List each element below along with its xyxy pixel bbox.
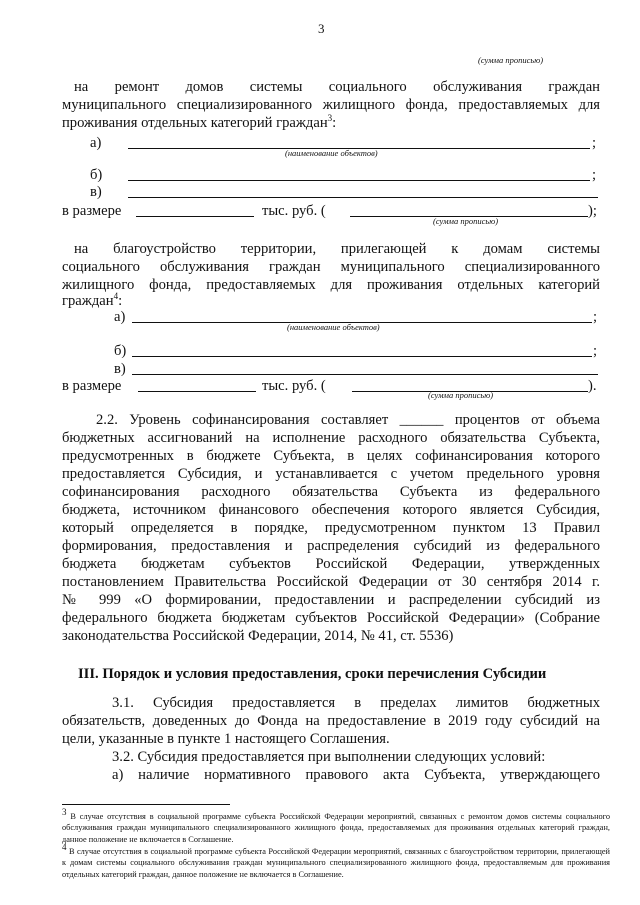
para22-line11: № 999 «О формировании, предоставлении и распределении субсидий из [62,592,600,608]
block1-b-line[interactable] [128,180,590,181]
block2-v-line[interactable] [132,374,598,375]
footnote-4-mark: 4 [62,842,67,853]
para31-line2: обязательств, доведенных до Фонда на предоставление в 2019 году субсидий на [62,713,600,729]
para22-line6: бюджета, источником финансового обеспечения которого является Субсидия, [62,502,600,518]
block2-line4: граждан$^4$: [62,291,123,309]
para22-line13: законодательства Российской Федерации, 2014, № 41, ст. 5536) [62,628,454,644]
block2-line1: на благоустройство территории, прилегающей к домам системы [74,241,600,257]
footnote-separator [62,804,230,805]
block2-b-end: ; [593,343,598,359]
block1-v-line[interactable] [128,197,598,198]
block1-b-end: ; [592,167,597,183]
sum-caption-top: (сумма прописью) [478,55,544,65]
page-number: 3 [318,21,325,36]
block2-objects-caption: (наименование объектов) [287,322,380,332]
para22-line8: формирования, предоставления и распределения субсидий из федерального [62,538,600,554]
block1-rub-label: тыс. руб. ( [262,203,326,219]
block1-line3: проживания отдельных категорий граждан$^3$: [62,113,337,131]
footnote-3 [62,807,610,845]
para22-line9: бюджета бюджетам субъектов Российской Федерации, утвержденных [62,556,600,572]
para22-line7: который определяется в порядке, предусмотренном пунктом 13 Правил [62,520,600,536]
block1-a-label: а) [90,135,102,151]
block1-amount-label: в размере [62,203,122,219]
para32: 3.2. Субсидия предоставляется при выполнении следующих условий: [112,749,546,765]
para22-line1: 2.2. Уровень софинансирования составляет ______ процентов от объема [96,412,600,428]
block2-a-label: а) [114,309,126,325]
block2-line3: жилищного фонда, предоставляемых для проживания отдельных категорий [62,277,600,293]
block2-v-label: в) [114,361,126,377]
block1-a-end: ; [592,135,597,151]
para31-line3: цели, указанные в пункте 1 настоящего Соглашения. [62,731,390,747]
block2-b-label: б) [114,343,127,359]
block2-amount-end: ). [588,378,597,394]
block2-sum-caption: (сумма прописью) [428,390,494,400]
para22-line10: постановлением Правительства Российской Федерации от 30 сентября 2014 г. [62,574,600,590]
footnote-3-text: В случае отсутствия в социальной программе субъекта Российской Федерации мероприятий, связанных с ремонтом домов системы социального обслуживания граждан муниципального специализированного жилищного фонда, предоставляемых для проживания отдельных категорий граждан, данное положение не включается в Соглашение. [62,812,610,844]
block1-line2: муниципального специализированного жилищного фонда, предоставляемых для [62,97,600,113]
block2-rub-label: тыс. руб. ( [262,378,326,394]
block2-amount-label: в размере [62,378,122,394]
block1-amount-end: ); [588,203,597,219]
section3-heading: III. Порядок и условия предоставления, сроки перечисления Субсидии [78,666,547,682]
block1-b-label: б) [90,167,103,183]
para22-line12: федерального бюджета бюджетам субъектов Российской Федерации» (Собрание [62,610,600,626]
para22-line5: софинансирования расходного обязательства Субъекта из федерального [62,484,600,500]
block1-v-label: в) [90,184,102,200]
footnote-4-text: В случае отсутствия в социальной программе субъекта Российской Федерации мероприятий, связанных с благоустройством территории, прилегающей к домам системы социального обслуживания граждан муниципального специализированного жилищного фонда, предоставляемым для проживания отдельных категорий граждан, данное положение не включается в Соглашение. [62,847,610,879]
footnote-3-mark: 3 [62,807,67,818]
para22-line2: бюджетных ассигнований на исполнение расходного обязательства Субъекта, [62,430,600,446]
block1-amount-line[interactable] [136,216,254,217]
para32a: а) наличие нормативного правового акта Субъекта, утверждающего [112,767,600,783]
para31-line1: 3.1. Субсидия предоставляется в пределах лимитов бюджетных [112,695,600,711]
para22-line4: предоставляется Субсидия, и устанавливается с учетом предельного уровня [62,466,600,482]
block2-b-line[interactable] [132,356,592,357]
block2-line2: социального обслуживания граждан муниципального специализированного [62,259,600,275]
para22-line3: предусмотренных в бюджете Субъекта, в целях софинансирования которого [62,448,600,464]
block1-sum-caption: (сумма прописью) [433,216,499,226]
block1-line1: на ремонт домов системы социального обслуживания граждан [74,79,600,95]
block2-a-end: ; [593,309,598,325]
block1-objects-caption: (наименование объектов) [285,148,378,158]
footnote-4 [62,842,610,880]
block2-amount-line[interactable] [138,391,256,392]
